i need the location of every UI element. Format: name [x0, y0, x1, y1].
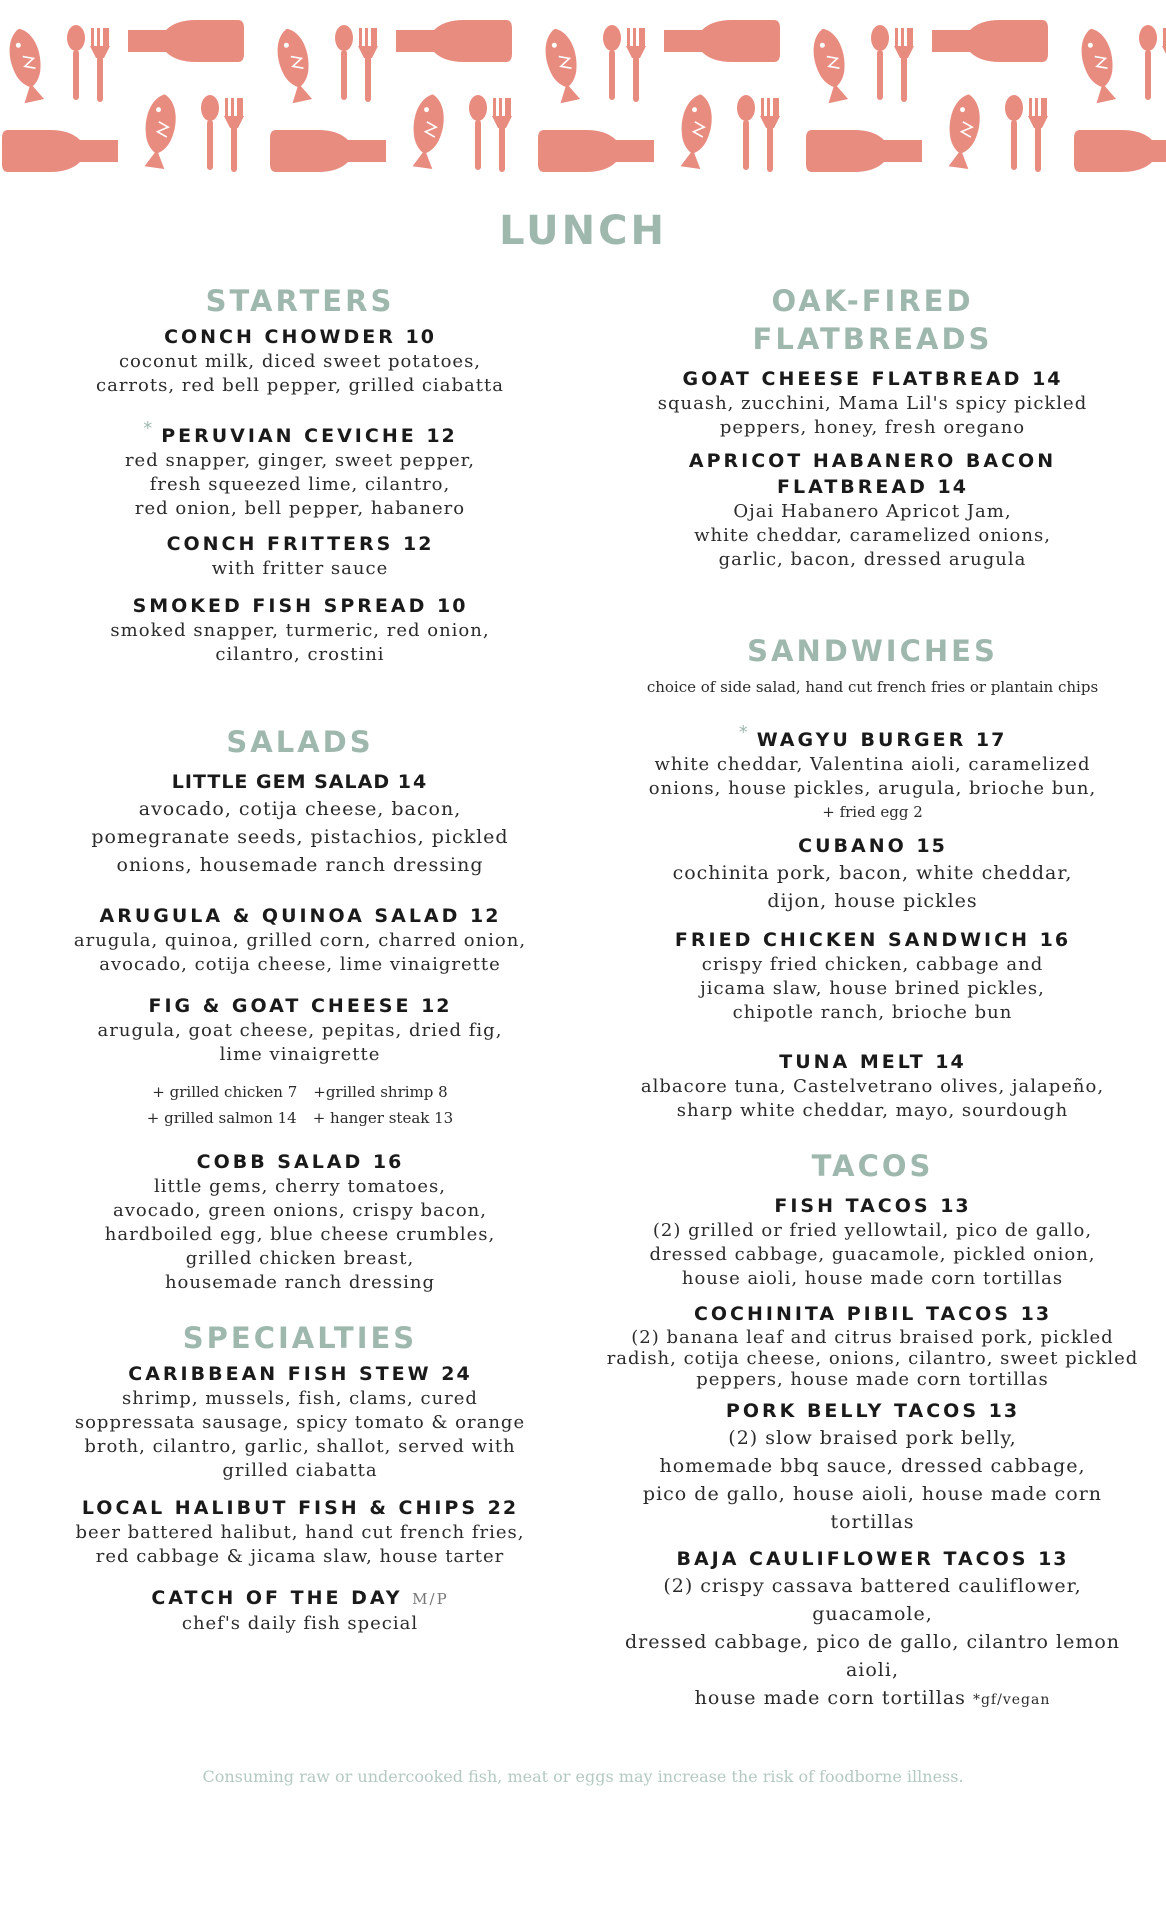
item-name: GOAT CHEESE FLATBREAD	[682, 368, 1023, 390]
menu-item	[600, 366, 1145, 440]
item-name: CONCH FRITTERS	[166, 533, 394, 555]
item-description: house made corn tortillas	[694, 1687, 966, 1709]
item-description: (2) banana leaf and citrus braised pork, pickled	[631, 1327, 1114, 1348]
menu-item	[600, 1398, 1145, 1536]
item-description: with fritter sauce	[211, 558, 389, 579]
item-price: 13	[1038, 1548, 1069, 1570]
right-column	[600, 282, 1145, 1714]
sandwiches-note: choice of side salad, hand cut french fries or plantain chips	[646, 678, 1099, 696]
item-description: housemade ranch dressing	[164, 1272, 436, 1293]
item-description: crispy fried chicken, cabbage and	[701, 954, 1044, 975]
fork-icon	[1028, 98, 1048, 172]
fish-icon	[273, 26, 317, 104]
item-description: squash, zucchini, Mama Lil's spicy pickled	[657, 393, 1088, 414]
fish-icon	[944, 92, 983, 169]
left-column	[20, 282, 580, 1636]
menu-item	[20, 769, 580, 879]
item-description: grilled chicken breast,	[185, 1248, 415, 1269]
fork-icon	[760, 98, 780, 172]
item-description: hardboiled egg, blue cheese crumbles,	[104, 1224, 496, 1245]
fork-icon	[626, 28, 646, 102]
item-description: beer battered halibut, hand cut french fries,	[75, 1522, 525, 1543]
fork-icon	[224, 98, 244, 172]
asterisk-mark: *	[143, 418, 156, 439]
item-description: albacore tuna, Castelvetrano olives, jalapeño,	[640, 1076, 1105, 1097]
item-description: avocado, green onions, crispy bacon,	[113, 1200, 487, 1221]
item-name: FRIED CHICKEN SANDWICH	[674, 929, 1030, 951]
item-name: ARUGULA & QUINOA SALAD	[99, 905, 461, 927]
menu-item	[20, 1495, 580, 1569]
item-price: 17	[975, 729, 1007, 751]
flatbreads-heading: OAK-FIRED	[771, 284, 974, 318]
item-price: 14	[937, 476, 968, 498]
item-description: cilantro, crostini	[215, 644, 385, 665]
fork-icon	[358, 28, 378, 102]
item-name: LITTLE GEM SALAD	[171, 771, 391, 793]
item-description: radish, cotija cheese, onions, cilantro, sweet pickled	[606, 1348, 1139, 1369]
specialties-heading: SPECIALTIES	[182, 1321, 418, 1355]
menu-item	[20, 1361, 580, 1483]
menu-item	[20, 593, 580, 667]
item-description: arugula, goat cheese, pepitas, dried fig,	[97, 1020, 503, 1041]
bottle-icon	[932, 20, 1048, 62]
fork-icon	[492, 98, 512, 172]
item-description: jicama slaw, house brined pickles,	[700, 978, 1045, 999]
menu-item	[600, 833, 1145, 915]
sandwiches-heading: SANDWICHES	[747, 634, 998, 668]
bottle-icon	[806, 130, 922, 172]
addon-option: +grilled shrimp 8	[313, 1083, 448, 1101]
fish-icon	[408, 92, 447, 169]
item-description: pico de gallo, house aioli, house made corn tortillas	[642, 1483, 1103, 1533]
item-description: arugula, quinoa, grilled corn, charred onion,	[73, 930, 527, 951]
bottle-icon	[128, 20, 244, 62]
item-description: onions, house pickles, arugula, brioche bun,	[648, 778, 1097, 799]
item-price: 12	[470, 905, 501, 927]
bottle-icon	[270, 130, 386, 172]
fork-icon	[90, 28, 110, 102]
item-description: garlic, bacon, dressed arugula	[718, 549, 1027, 570]
spoon-icon	[469, 95, 487, 170]
item-description: sharp white cheddar, mayo, sourdough	[676, 1100, 1069, 1121]
item-description: (2) crispy cassava battered cauliflower, guacamole,	[663, 1575, 1082, 1625]
item-price: 16	[372, 1151, 404, 1173]
item-name: FIG & GOAT CHEESE	[148, 995, 412, 1017]
item-description: dressed cabbage, guacamole, pickled onion,	[649, 1244, 1096, 1265]
spoon-icon	[1005, 95, 1023, 170]
item-name: PERUVIAN CEVICHE	[161, 425, 417, 447]
asterisk-mark: *	[738, 722, 751, 743]
item-description: homemade bbq sauce, dressed cabbage,	[659, 1455, 1086, 1477]
item-name: FISH TACOS	[774, 1195, 931, 1217]
item-description: peppers, house made corn tortillas	[696, 1369, 1049, 1390]
item-description: broth, cilantro, garlic, shallot, served with	[84, 1436, 516, 1457]
item-name: WAGYU BURGER	[756, 729, 967, 751]
addon-option: + grilled chicken 7	[152, 1083, 298, 1101]
menu-item	[600, 1193, 1145, 1291]
bottle-icon	[396, 20, 512, 62]
spoon-icon	[737, 95, 755, 170]
item-description: soppressata sausage, spicy tomato & orange	[74, 1412, 526, 1433]
item-description: shrimp, mussels, fish, clams, cured	[122, 1388, 478, 1409]
item-description: red snapper, ginger, sweet pepper,	[124, 450, 476, 471]
item-price: 14	[935, 1051, 966, 1073]
fish-icon	[140, 92, 179, 169]
item-description: onions, housemade ranch dressing	[116, 854, 484, 876]
salad-addons	[20, 1079, 580, 1131]
item-description: pomegranate seeds, pistachios, pickled	[91, 826, 509, 848]
item-price: 12	[402, 533, 434, 555]
item-description: (2) grilled or fried yellowtail, pico de gallo,	[652, 1220, 1093, 1241]
item-price: 12	[426, 425, 457, 447]
item-name: APRICOT HABANERO BACON	[688, 450, 1057, 472]
item-name: CONCH CHOWDER	[164, 326, 396, 348]
item-price: 22	[487, 1497, 519, 1519]
item-name: LOCAL HALIBUT FISH & CHIPS	[81, 1497, 479, 1519]
item-description: grilled ciabatta	[222, 1460, 378, 1481]
item-description: smoked snapper, turmeric, red onion,	[110, 620, 490, 641]
item-description: house aioli, house made corn tortillas	[681, 1268, 1064, 1289]
item-price: 13	[988, 1400, 1020, 1422]
fish-icon	[1077, 26, 1121, 104]
item-price: 13	[1020, 1303, 1052, 1325]
menu-item	[20, 1149, 580, 1295]
bottle-icon	[664, 20, 780, 62]
item-description: lime vinaigrette	[219, 1044, 381, 1065]
tacos-heading: TACOS	[811, 1149, 934, 1183]
banner-pattern	[0, 0, 1166, 190]
addon-option: + hanger steak 13	[312, 1109, 454, 1127]
spoon-icon	[201, 95, 219, 170]
fish-icon	[676, 92, 715, 169]
starters-heading: STARTERS	[205, 284, 395, 318]
item-description: white cheddar, Valentina aioli, caramelized	[654, 754, 1091, 775]
item-name: CARIBBEAN FISH STEW	[128, 1363, 432, 1385]
item-price: 10	[436, 595, 468, 617]
fork-icon	[894, 28, 914, 102]
bottle-icon	[1074, 130, 1166, 172]
bottle-icon	[538, 130, 654, 172]
page-title: LUNCH	[499, 208, 667, 254]
item-name: TUNA MELT	[779, 1051, 926, 1073]
item-price: 24	[441, 1363, 472, 1385]
spoon-icon	[871, 25, 889, 100]
item-name: FLATBREAD	[777, 476, 928, 498]
item-description: red onion, bell pepper, habanero	[134, 498, 466, 519]
item-description: avocado, cotija cheese, bacon,	[138, 798, 462, 820]
item-extra: + fried egg 2	[822, 803, 923, 821]
item-description: coconut milk, diced sweet potatoes,	[118, 351, 482, 372]
menu-item	[20, 1585, 580, 1636]
item-price: 14	[1032, 368, 1063, 390]
dietary-tag: *gf/vegan	[972, 1692, 1051, 1708]
item-name: COCHINITA PIBIL TACOS	[693, 1303, 1011, 1325]
menu-item	[600, 1301, 1145, 1390]
salads-heading: SALADS	[226, 725, 374, 759]
item-price: 14	[397, 771, 429, 793]
item-description: (2) slow braised pork belly,	[728, 1427, 1017, 1449]
menu-item	[20, 324, 580, 398]
item-description: red cabbage & jicama slaw, house tarter	[95, 1546, 505, 1567]
item-price: 13	[940, 1195, 971, 1217]
menu-item	[600, 927, 1145, 1025]
item-price: 15	[916, 835, 947, 857]
food-safety-disclaimer: Consuming raw or undercooked fish, meat or eggs may increase the risk of foodborne illness.	[202, 1767, 964, 1786]
spoon-icon	[335, 25, 353, 100]
item-name: COBB SALAD	[196, 1151, 364, 1173]
item-description: dijon, house pickles	[767, 890, 978, 912]
menu-item	[600, 448, 1145, 572]
item-price: 10	[405, 326, 436, 348]
menu-item	[20, 993, 580, 1067]
fish-icon	[5, 26, 49, 104]
item-price: 12	[421, 995, 452, 1017]
item-description: chipotle ranch, brioche bun	[732, 1002, 1013, 1023]
item-description: cochinita pork, bacon, white cheddar,	[672, 862, 1073, 884]
item-description: avocado, cotija cheese, lime vinaigrette	[99, 954, 501, 975]
item-name: SMOKED FISH SPREAD	[132, 595, 428, 617]
spoon-icon	[67, 25, 85, 100]
item-description: Ojai Habanero Apricot Jam,	[733, 501, 1012, 522]
item-price: 16	[1039, 929, 1071, 951]
spoon-icon	[1139, 25, 1157, 100]
item-price: M/P	[412, 1590, 449, 1608]
spoon-icon	[603, 25, 621, 100]
item-description: carrots, red bell pepper, grilled ciabatta	[96, 375, 504, 396]
menu-item	[600, 1049, 1145, 1123]
item-description: dressed cabbage, pico de gallo, cilantro lemon aioli,	[624, 1631, 1121, 1681]
flatbreads-heading: FLATBREADS	[752, 322, 993, 356]
item-description: fresh squeezed lime, cilantro,	[149, 474, 451, 495]
item-description: chef's daily fish special	[181, 1613, 419, 1634]
fish-icon	[809, 26, 853, 104]
menu-item	[600, 720, 1145, 823]
addon-option: + grilled salmon 14	[146, 1109, 297, 1127]
menu-item	[600, 1546, 1145, 1714]
item-description: little gems, cherry tomatoes,	[153, 1176, 446, 1197]
item-description: white cheddar, caramelized onions,	[694, 525, 1051, 546]
item-name: BAJA CAULIFLOWER TACOS	[676, 1548, 1029, 1570]
menu-item	[20, 903, 580, 977]
item-name: CATCH OF THE DAY	[151, 1587, 403, 1609]
menu-item	[20, 531, 580, 581]
fish-icon	[541, 26, 585, 104]
bottle-icon	[2, 130, 118, 172]
item-name: PORK BELLY TACOS	[725, 1400, 980, 1422]
item-description: peppers, honey, fresh oregano	[719, 417, 1026, 438]
menu-item	[20, 416, 580, 521]
fork-icon	[1162, 28, 1166, 102]
item-name: CUBANO	[798, 835, 907, 857]
